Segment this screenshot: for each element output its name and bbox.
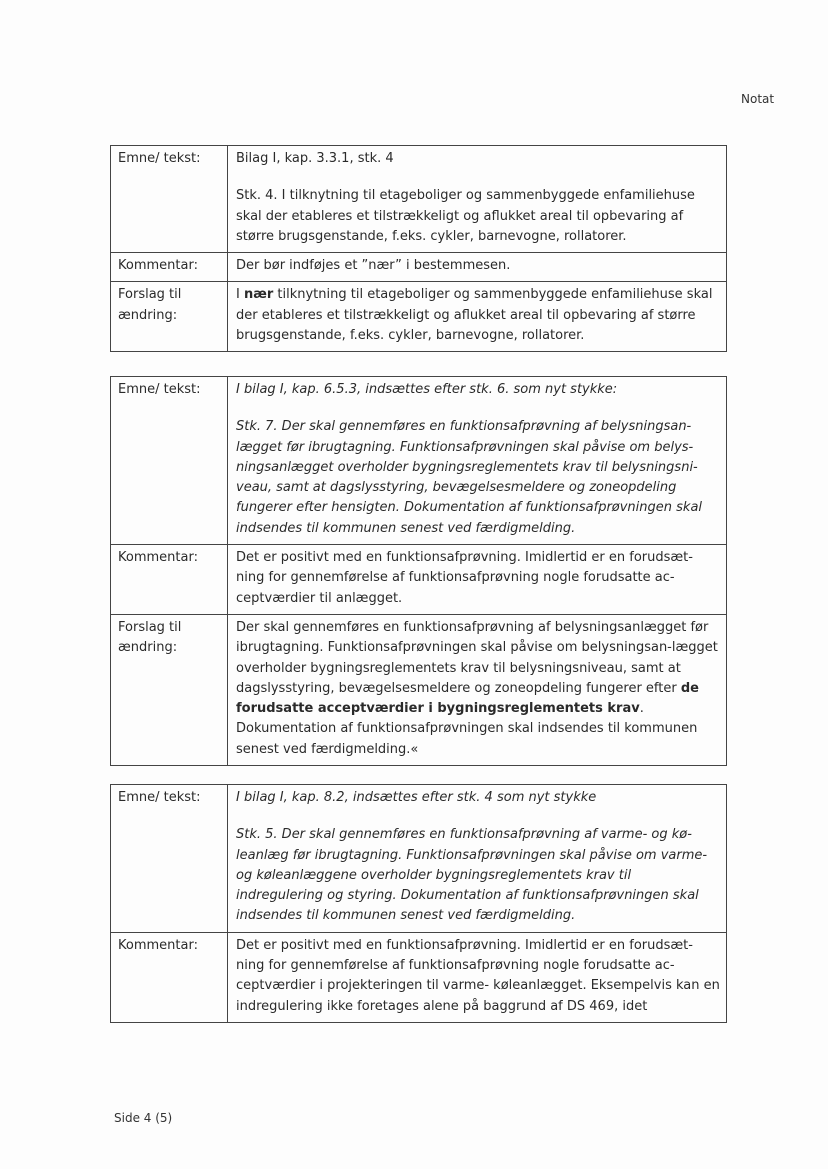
row-label: Kommentar: bbox=[111, 545, 228, 615]
row-label: Forslag til ændring: bbox=[111, 282, 228, 352]
proposal-text-emphasis: nær bbox=[243, 287, 274, 303]
proposal-text-emphasis: de forudsatte acceptværdier i bygningsreglementets krav bbox=[236, 680, 699, 717]
subject-text: Stk. 4. I tilknytning til etageboliger og sammenbyggede enfamiliehuse skal der etableres et tilstrækkeligt og aflukket areal til opbevaring af større brugsgenstande, f.eks. cykler, barnevogne, rollatorer. bbox=[236, 188, 695, 244]
comment-text: Det er positivt med en funktionsafprøvning. Imidlertid er en forudsæt-ning for gennemførelse af funktionsafprøvning nogle forudsatte ac-ceptværdier i projekteringen til varme- køleanlægget. Eksempelvis kan en indregulering ikke foretages alene på baggrund af DS 469, idet bbox=[228, 932, 727, 1022]
comment-table-2 bbox=[110, 376, 727, 766]
table-row bbox=[111, 785, 727, 933]
proposal-text-start: I bbox=[236, 287, 244, 303]
proposal-text bbox=[228, 282, 727, 352]
proposal-text bbox=[228, 614, 727, 765]
proposal-text-end: . Dokumentation af funktionsafprøvningen skal indsendes til kommunen senest ved færdigmelding.« bbox=[236, 701, 698, 757]
proposal-text-start: Der skal gennemføres en funktionsafprøvning af belysningsanlægget før ibrugtagning. Funktionsafprøvningen skal påvise om belysningsan-lægget overholder bygningsreglementets krav til belysningsniveau, samt at dagslysstyring, bevægelsesmeldere og zoneopdeling fungerer efter bbox=[236, 619, 718, 696]
subject-title: I bilag I, kap. 8.2, indsættes efter stk. 4 som nyt stykke bbox=[236, 790, 597, 805]
page-number: Side 4 (5) bbox=[114, 1111, 173, 1125]
subject-title: Bilag I, kap. 3.3.1, stk. 4 bbox=[236, 151, 394, 166]
table-row bbox=[111, 545, 727, 615]
table-row bbox=[111, 253, 727, 282]
subject-cell bbox=[228, 785, 727, 933]
table-row bbox=[111, 377, 727, 545]
subject-text: Stk. 5. Der skal gennemføres en funktionsafprøvning af varme- og kø-leanlæg før ibrugtagning. Funktionsafprøvningen skal påvise om varme- og køleanlæggene overholder bygningsreglementets krav til indregulering og styring. Dokumentation af funktionsafprøvningen skal indsendes til kommunen senest ved færdigmelding. bbox=[236, 827, 708, 924]
row-label: Forslag til ændring: bbox=[111, 614, 228, 765]
table-row bbox=[111, 614, 727, 765]
table-row bbox=[111, 282, 727, 352]
comment-table-1 bbox=[110, 145, 727, 352]
row-label: Kommentar: bbox=[111, 932, 228, 1022]
comment-table-3 bbox=[110, 784, 727, 1023]
proposal-text-end: tilknytning til etageboliger og sammenbyggede enfamiliehuse skal der etableres et tilstrækkeligt og aflukket areal til opbevaring af større brugsgenstande, f.eks. cykler, barnevogne, rollatorer. bbox=[236, 287, 713, 344]
row-label: Kommentar: bbox=[111, 253, 228, 282]
subject-text: Stk. 7. Der skal gennemføres en funktionsafprøvning af belysningsan-lægget før ibrugtagning. Funktionsafprøvningen skal påvise om belys-ningsanlægget overholder bygningsreglementets krav til belysningsni-veau, samt at dagslysstyring, bevægelsesmeldere og zoneopdeling fungerer efter hensigten. Dokumentation af funktionsafprøvningen skal indsendes til kommunen senest ved færdigmelding. bbox=[236, 419, 703, 536]
row-label: Emne/ tekst: bbox=[111, 146, 228, 253]
subject-cell bbox=[228, 377, 727, 545]
subject-cell bbox=[228, 146, 727, 253]
table-row bbox=[111, 146, 727, 253]
comment-text: Det er positivt med en funktionsafprøvning. Imidlertid er en forudsæt-ning for gennemførelse af funktionsafprøvning nogle forudsatte ac-ceptværdier til anlægget. bbox=[228, 545, 727, 615]
comment-text: Der bør indføjes et ”nær” i bestemmesen. bbox=[228, 253, 727, 282]
row-label: Emne/ tekst: bbox=[111, 785, 228, 933]
table-row bbox=[111, 932, 727, 1022]
subject-title: I bilag I, kap. 6.5.3, indsættes efter stk. 6. som nyt stykke: bbox=[236, 382, 618, 397]
document-type-label: Notat bbox=[741, 92, 775, 106]
row-label: Emne/ tekst: bbox=[111, 377, 228, 545]
